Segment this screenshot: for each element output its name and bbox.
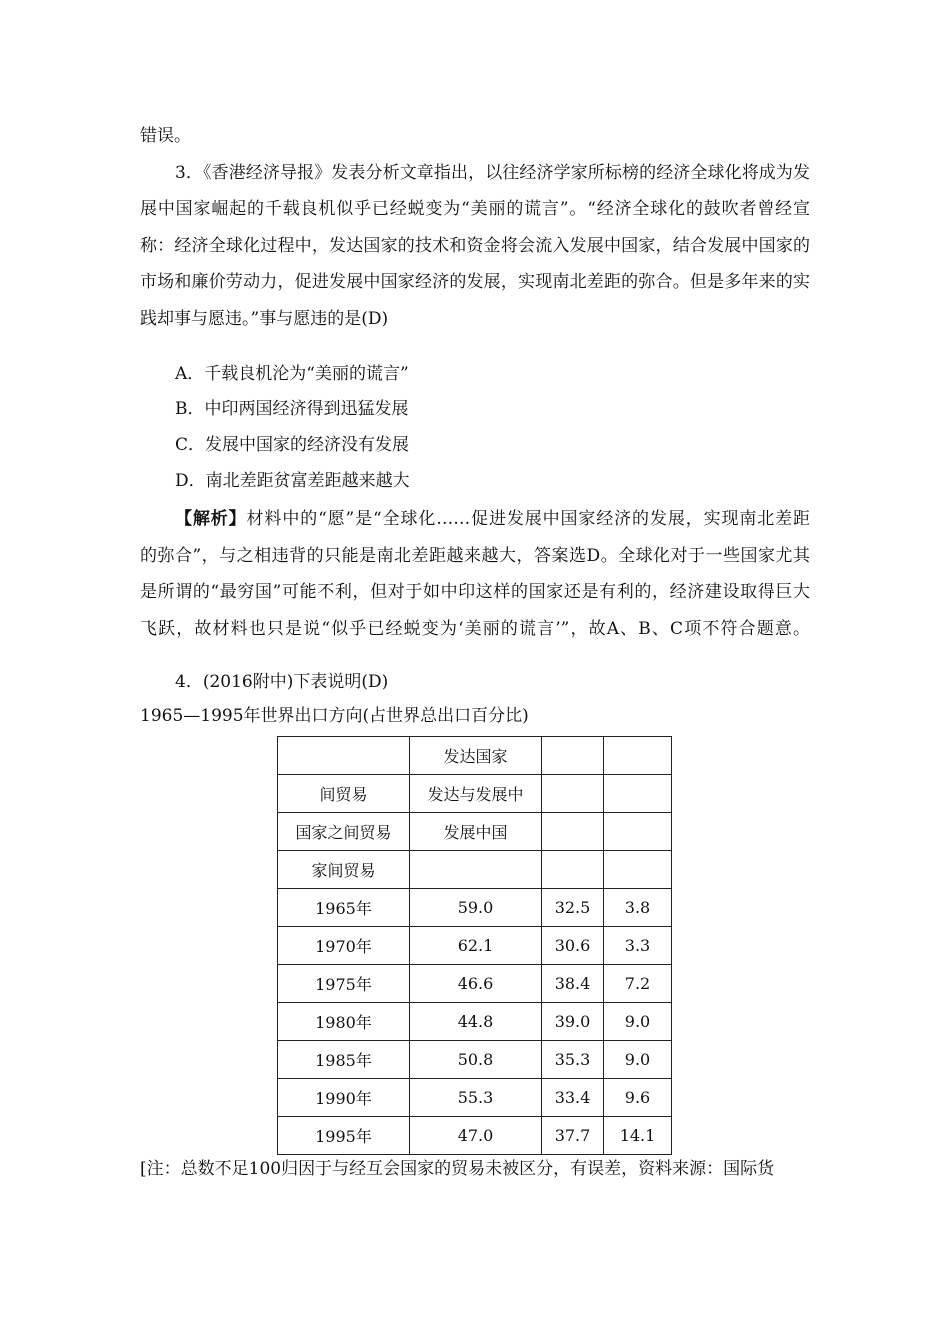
table-value-cell: 62.1 [410,927,542,965]
q3-option-b: B．中印两国经济得到迅猛发展 [175,399,409,419]
table-header-cell [604,775,672,813]
table-value-cell: 55.3 [410,1079,542,1117]
table-year-cell: 1995年 [278,1117,410,1155]
q3-analysis-line-1 [175,507,810,531]
table-header-cell: 间贸易 [278,775,410,813]
q3-option-a: A．千载良机沦为“美丽的谎言” [175,364,409,384]
table-year-cell: 1985年 [278,1041,410,1079]
table-header-cell [542,851,604,889]
table-value-cell: 35.3 [542,1041,604,1079]
table-value-cell: 9.0 [604,1041,672,1079]
table-year-cell: 1980年 [278,1003,410,1041]
table-header-cell: 发达国家 [410,737,542,775]
table-header-cell: 家间贸易 [278,851,410,889]
table-header-cell: 国家之间贸易 [278,813,410,851]
analysis-text: 材料中的“愿”是“全球化……促进发展中国家经济的发展，实现南北差距 [246,509,811,529]
q3-analysis-line-3: 是所谓的“最穷国”可能不利，但对于如中印这样的国家还是有利的，经济建设取得巨大 [140,582,810,602]
table-note: [注：总数不足100归因于与经互会国家的贸易未被区分，有误差，资料来源：国际货 [140,1159,775,1179]
table-value-cell: 59.0 [410,889,542,927]
table-header-cell [542,813,604,851]
q3-analysis-line-4: 飞跃，故材料也只是说“似乎已经蜕变为‘美丽的谎言’”，故A、B、C项不符合题意。 [140,619,810,639]
q3-option-c: C．发展中国家的经济没有发展 [175,435,410,455]
table-row [278,965,672,1003]
table-value-cell: 9.0 [604,1003,672,1041]
table-value-cell: 33.4 [542,1079,604,1117]
table-title: 1965—1995年世界出口方向(占世界总出口百分比) [140,706,529,726]
table-value-cell: 7.2 [604,965,672,1003]
table-value-cell: 44.8 [410,1003,542,1041]
q3-line-3: 称：经济全球化过程中，发达国家的技术和资金将会流入发展中国家，结合发展中国家的 [140,236,810,256]
table-header-row [278,737,672,775]
q3-line-2: 展中国家崛起的千载良机似乎已经蜕变为“美丽的谎言”。“经济全球化的鼓吹者曾经宣 [140,199,810,219]
table-header-cell [278,737,410,775]
table-year-cell: 1990年 [278,1079,410,1117]
table-value-cell: 50.8 [410,1041,542,1079]
table-value-cell: 38.4 [542,965,604,1003]
table-row [278,889,672,927]
q4-stem: 4．(2016附中)下表说明(D) [175,672,389,692]
table-value-cell: 3.8 [604,889,672,927]
table-header-cell [410,851,542,889]
table-header-row [278,775,672,813]
table-header-cell [604,851,672,889]
table-value-cell: 32.5 [542,889,604,927]
table-header-row [278,813,672,851]
analysis-label: 【解析】 [175,509,247,529]
table-value-cell: 14.1 [604,1117,672,1155]
table-row [278,1079,672,1117]
table-header-cell [542,775,604,813]
table-row [278,927,672,965]
table-row [278,1117,672,1155]
q3-line-5: 践却事与愿违。”事与愿违的是(D) [140,309,389,329]
table-header-cell [604,737,672,775]
continued-text: 错误。 [140,126,191,146]
table-value-cell: 9.6 [604,1079,672,1117]
export-direction-table [277,736,672,1155]
table-value-cell: 47.0 [410,1117,542,1155]
table-year-cell: 1965年 [278,889,410,927]
table-header-cell [542,737,604,775]
q3-line-1: 3．《香港经济导报》发表分析文章指出，以往经济学家所标榜的经济全球化将成为发 [175,163,810,183]
table-row [278,1003,672,1041]
q3-line-4: 市场和廉价劳动力，促进发展中国家经济的发展，实现南北差距的弥合。但是多年来的实 [140,272,810,292]
table-year-cell: 1975年 [278,965,410,1003]
q3-option-d: D．南北差距贫富差距越来越大 [175,471,410,491]
table-value-cell: 46.6 [410,965,542,1003]
table-header-cell: 发展中国 [410,813,542,851]
table-header-cell: 发达与发展中 [410,775,542,813]
table-header-cell [604,813,672,851]
table-year-cell: 1970年 [278,927,410,965]
table-value-cell: 3.3 [604,927,672,965]
table-header-row [278,851,672,889]
q3-analysis-line-2: 的弥合”，与之相违背的只能是南北差距越来越大，答案选D。全球化对于一些国家尤其 [140,546,810,566]
table-row [278,1041,672,1079]
table-value-cell: 37.7 [542,1117,604,1155]
table-value-cell: 30.6 [542,927,604,965]
table-value-cell: 39.0 [542,1003,604,1041]
